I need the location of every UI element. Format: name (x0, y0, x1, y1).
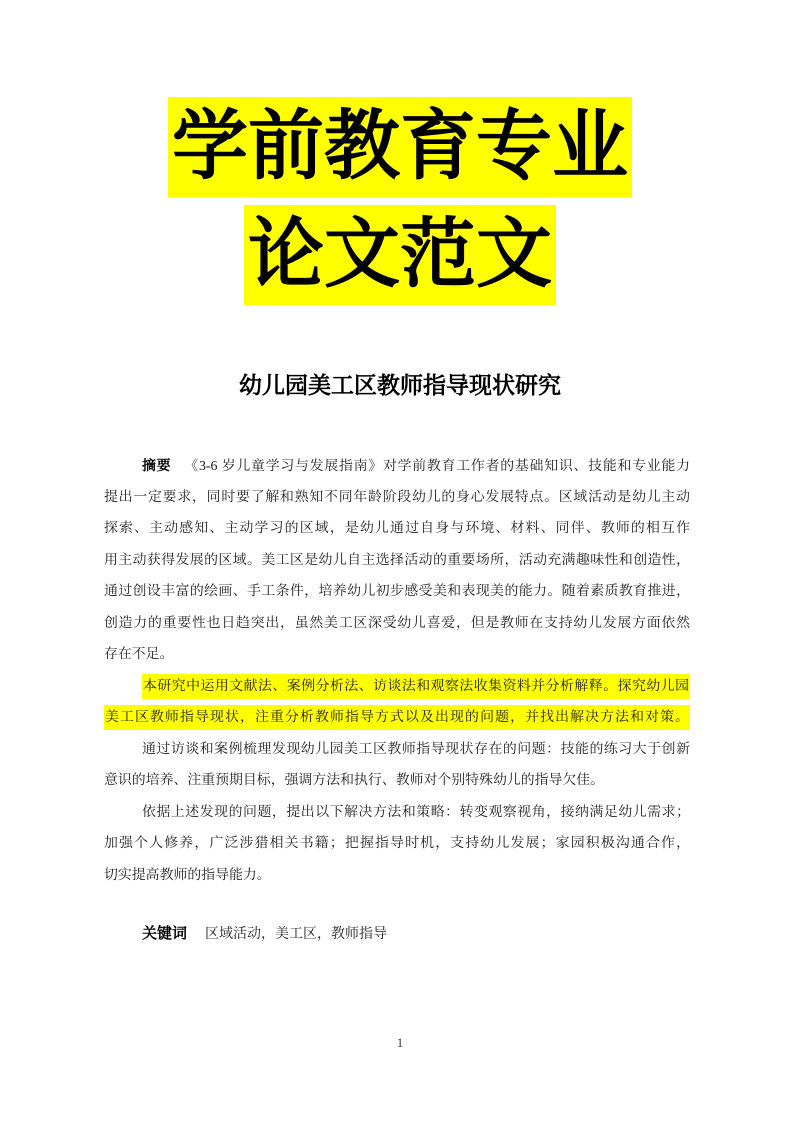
text-line: 加强个人修养，广泛涉猎相关书籍；把握指导时机，支持幼儿发展；家园积极沟通合作， (104, 836, 690, 851)
abstract-label: 摘要 (142, 457, 172, 473)
text-line: 探索、主动感知、主动学习的区域，是幼儿通过自身与环境、材料、同伴、教师的相互作 (104, 521, 690, 536)
text-line (104, 671, 690, 703)
text-line: 通过创设丰富的绘画、手工条件，培养幼儿初步感受美和表现美的能力。随着素质教育推进， (104, 584, 690, 599)
highlighted-text: 本研究中运用文献法、案例分析法、访谈法和观察法收集资料并分析解释。探究幼儿园 (142, 674, 690, 699)
keywords-text: 区域活动，美工区，教师指导 (205, 927, 388, 942)
text-line: 提出一定要求，同时要了解和熟知不同年龄阶段幼儿的身心发展特点。区域活动是幼儿主动 (104, 489, 690, 505)
paper-title: 幼儿园美工区教师指导现状研究 (239, 372, 561, 398)
banner-line-1: 学前教育专业 (168, 97, 632, 197)
banner-line-2: 论文范文 (244, 205, 556, 305)
page-number: 1 (396, 1036, 404, 1050)
keywords-row (104, 918, 728, 951)
text-line: 意识的培养、注重预期目标，强调方法和执行、教师对个别特殊幼儿的指导欠佳。 (104, 773, 605, 788)
banner-row-2 (0, 205, 800, 305)
text-line: 通过访谈和案例梳理发现幼儿园美工区教师指导现状存在的问题：技能的练习大于创新 (142, 741, 690, 757)
text-line: 用主动获得发展的区域。美工区是幼儿自主选择活动的重要场所，活动充满趣味性和创造性， (104, 552, 690, 568)
text-line: 切实提高教师的指导能力。 (104, 867, 271, 883)
keywords-label: 关键词 (142, 925, 188, 942)
text-line: 依据上述发现的问题，提出以下解决方法和策略：转变观察视角，接纳满足幼儿需求； (142, 804, 690, 820)
text-line (104, 450, 690, 482)
text-line: 存在不足。 (104, 647, 174, 662)
banner (0, 97, 800, 313)
banner-row-1 (0, 97, 800, 197)
text-line (104, 702, 690, 734)
highlighted-text: 美工区教师指导现状，注重分析教师指导方式以及出现的问题，并找出解决方法和对策。 (104, 705, 690, 730)
text-line: 创造力的重要性也日趋突出，虽然美工区深受幼儿喜爱，但是教师在支持幼儿发展方面依然 (104, 615, 690, 631)
text-line-content: 《3-6 岁儿童学习与发展指南》对学前教育工作者的基础知识、技能和专业能力 (184, 459, 690, 474)
abstract-section (104, 450, 690, 891)
